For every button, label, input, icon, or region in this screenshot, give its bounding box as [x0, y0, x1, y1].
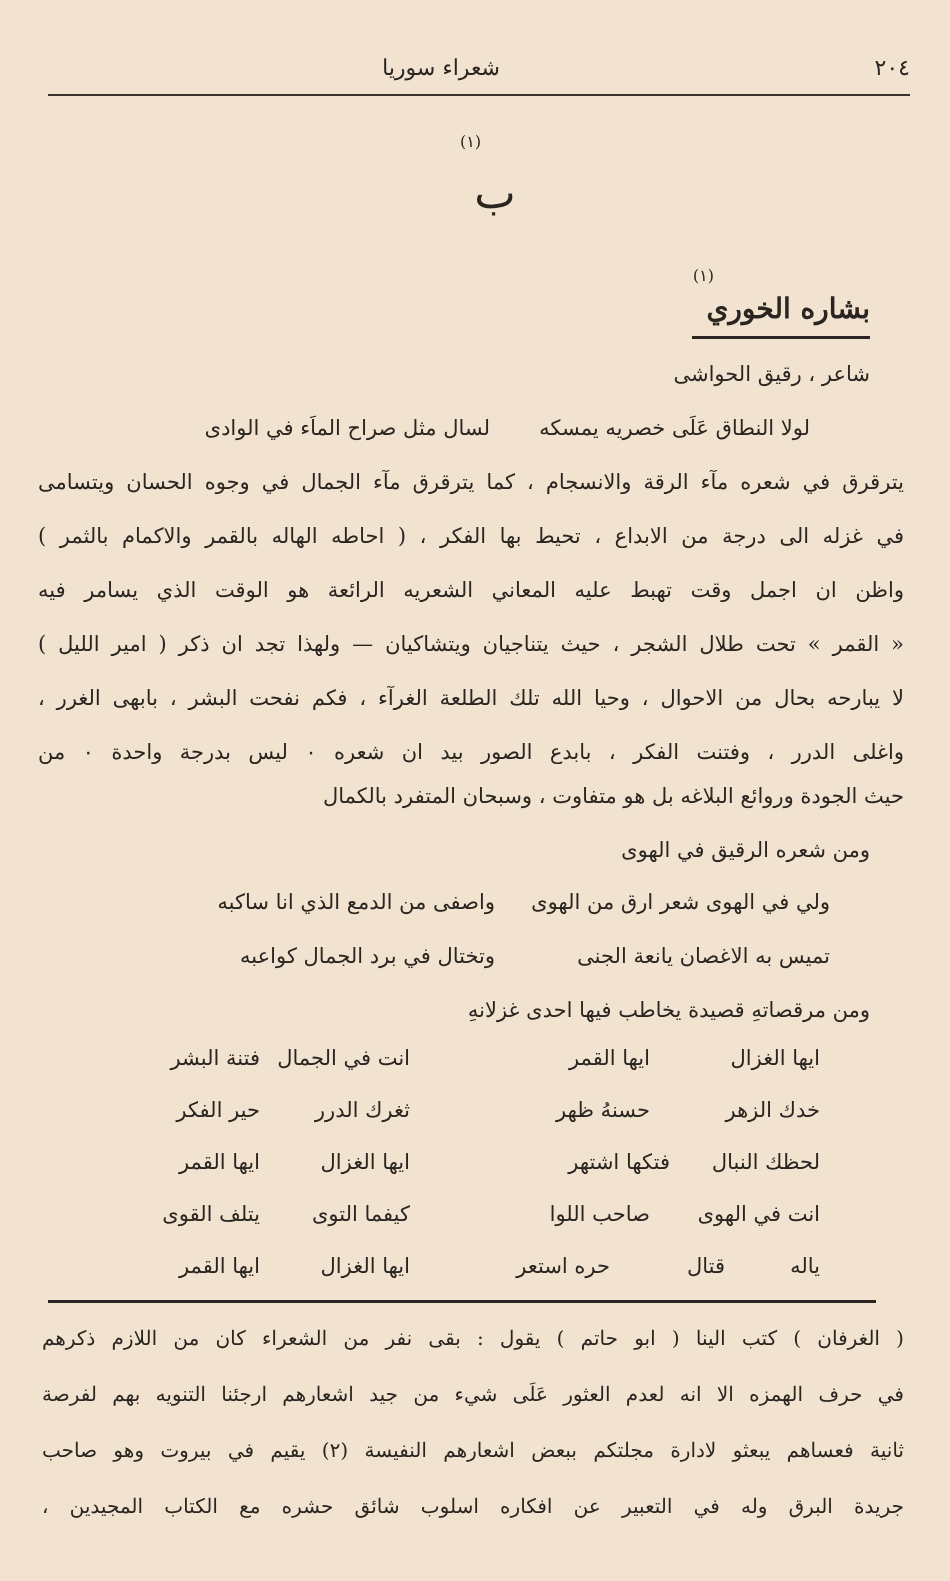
song-phrase: يتلف القوى [162, 1202, 260, 1226]
running-title: شعراء سوريا [382, 56, 500, 81]
poet-name-underline [692, 336, 870, 339]
page-number: ٢٠٤ [874, 56, 910, 81]
song-phrase: لحظك النبال [711, 1150, 820, 1174]
header-rule [48, 94, 910, 96]
song-phrase: حره استعر [516, 1254, 610, 1278]
song-phrase: خدك الزهر [725, 1098, 820, 1122]
verse-hemistich-right: لولا النطاق عَلَى خصريه يمسكه [539, 416, 810, 440]
prose-line: « القمر » تحت طلال الشجر ، حيث يتناجيان ويتشاكيان — ولهذا تجد ان ذكر ( امير الليل ) [38, 632, 904, 656]
song-phrase: حسنهُ ظهر [556, 1098, 650, 1122]
song-phrase: ثغرك الدرر [314, 1098, 410, 1122]
song-phrase: فتكها اشتهر [568, 1150, 670, 1174]
song-phrase: ايها الغزال [320, 1150, 410, 1174]
footnote-line: ( الغرفان ) كتب الينا ( ابو حاتم ) يقول : بقى نفر من الشعراء كان من اللازم ذكرهم [42, 1326, 904, 1350]
footnote-line: ثانية فعساهم يبعثو لادارة مجلتكم ببعض اشعارهم النفيسة (٢) يقيم في بيروت وهو صاحب [42, 1438, 904, 1462]
poet-subtitle: شاعر ، رقيق الحواشى [673, 362, 870, 386]
song-phrase: ايها القمر [178, 1254, 260, 1278]
intro-line: ومن مرقصاتهِ قصيدة يخاطب فيها احدى غزلانهِ [467, 998, 870, 1022]
verse-hemistich-right: تميس به الاغصان يانعة الجنى [577, 944, 830, 968]
song-phrase: كيفما التوى [311, 1202, 410, 1226]
section-footnote-marker: (١) [460, 132, 482, 151]
song-phrase: ايها القمر [178, 1150, 260, 1174]
verse-hemistich-left: لسال مثل صراح الماَء في الوادى [204, 416, 490, 440]
song-phrase: صاحب اللوا [549, 1202, 650, 1226]
song-phrase: حير الفكر [176, 1098, 260, 1122]
song-phrase: ايها الغزال [320, 1254, 410, 1278]
section-letter: ب [474, 168, 516, 219]
prose-line: حيث الجودة وروائع البلاغه بل هو متفاوت ، وسبحان المتفرد بالكمال [322, 784, 904, 808]
poet-name: بشاره الخوري [706, 292, 870, 325]
song-phrase: قتال [686, 1254, 725, 1278]
prose-line: واظن ان اجمل وقت تهبط عليه المعاني الشعريه الرائعة هو الوقت الذي يسامر فيه [38, 578, 904, 602]
verse-hemistich-left: وتختال في برد الجمال كواعبه [240, 944, 495, 968]
verse-hemistich-left: واصفى من الدمع الذي انا ساكبه [217, 890, 495, 914]
poet-footnote-marker: (١) [692, 266, 714, 285]
running-header [48, 52, 910, 92]
prose-line: في غزله الى درجة من الابداع ، تحيط بها الفكر ، ( احاطه الهاله بالقمر والاكمام بالثمر ) [38, 524, 904, 548]
song-phrase: ياله [790, 1254, 820, 1278]
song-phrase: انت في الجمال [277, 1046, 410, 1070]
prose-line: واغلى الدرر ، وفتنت الفكر ، بابدع الصور بيد ان شعره ٠ ليس بدرجة واحدة ٠ من [38, 740, 904, 764]
prose-line: يترقرق في شعره مآء الرقة والانسجام ، كما يترقرق مآء الجمال في وجوه الحسان ويتسامى [38, 470, 904, 494]
footnote-rule [48, 1300, 876, 1303]
song-phrase: ايها الغزال [730, 1046, 820, 1070]
verse-hemistich-right: ولي في الهوى شعر ارق من الهوى [531, 890, 830, 914]
footnote-line: في حرف الهمزه الا انه لعدم العثور عَلَى شيء من جيد اشعارهم ارجئنا التنويه بهم لفرصة [42, 1382, 904, 1406]
song-phrase: انت في الهوى [697, 1202, 820, 1226]
prose-line: لا يبارحه بحال من الاحوال ، وحيا الله تلك الطلعة الغرآء ، فكم نفحت البشر ، بابهى الغرر ، [38, 686, 904, 710]
footnote-line: جريدة البرق وله في التعبير عن افكاره اسلوب شائق حشره مع الكتاب المجيدين ، [42, 1494, 904, 1518]
intro-line: ومن شعره الرقيق في الهوى [621, 838, 870, 862]
song-phrase: فتنة البشر [170, 1046, 260, 1070]
song-phrase: ايها القمر [568, 1046, 650, 1070]
